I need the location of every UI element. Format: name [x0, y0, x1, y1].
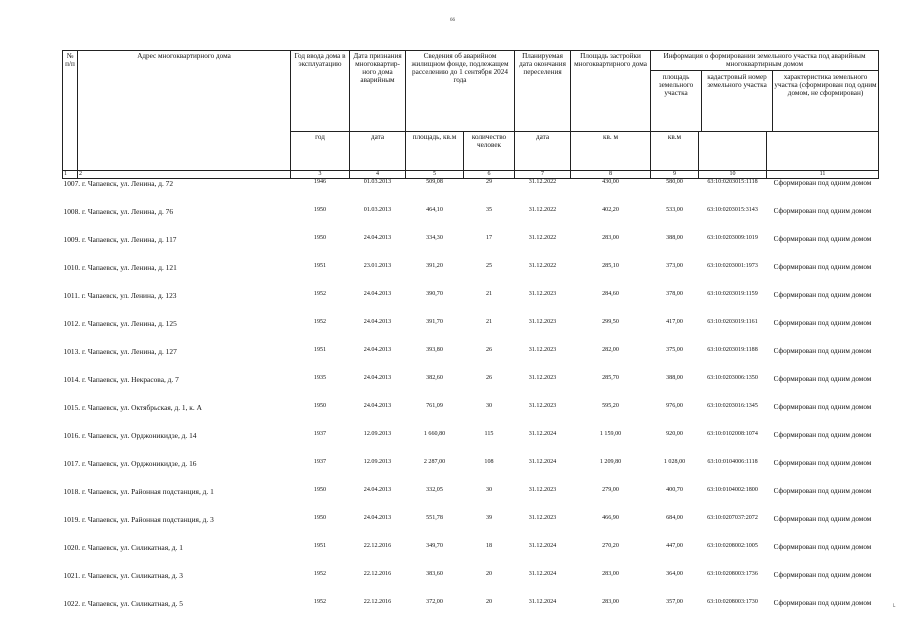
header-row	[63, 51, 879, 132]
row-fund-area: 372,00	[426, 599, 443, 606]
row-date-emergency: 24.04.2013	[363, 319, 392, 326]
row-date-emergency: 12.09.2013	[363, 459, 392, 466]
subheader-land-char	[767, 132, 879, 171]
row-building-area: 299,50	[602, 319, 619, 326]
row-cadastral-number: 63:10:0203001:1973	[707, 263, 758, 270]
row-fund-area: 332,05	[426, 487, 443, 494]
row-land-area: 920,00	[666, 431, 683, 438]
row-land-characteristic: Сформирован под одним домом	[773, 291, 872, 300]
row-date-emergency: 24.04.2013	[363, 347, 392, 354]
row-building-area: 279,00	[602, 487, 619, 494]
row-year: 1952	[313, 319, 327, 326]
row-planned-date: 31.12.2024	[528, 543, 557, 550]
row-land-area: 375,00	[666, 347, 683, 354]
row-cadastral-number: 63:10:0104006:1118	[707, 459, 758, 466]
row-fund-people: 35	[485, 207, 493, 214]
row-year: 1951	[313, 263, 327, 270]
row-fund-area: 383,60	[426, 571, 443, 578]
row-date-emergency: 24.04.2013	[363, 403, 392, 410]
row-cadastral-number: 63:10:0104002:1800	[707, 487, 758, 494]
table-row	[63, 487, 879, 515]
row-date-emergency: 23.01.2013	[363, 263, 392, 270]
row-fund-people: 115	[484, 431, 494, 438]
row-land-area: 417,00	[666, 319, 683, 326]
header-land-char: характеристика земельного участка (сформирован под одним домом, не сформирован)	[774, 73, 877, 98]
subheader-planned: дата	[515, 132, 571, 171]
row-year: 1950	[313, 207, 327, 214]
row-land-area: 357,00	[666, 599, 683, 606]
row-planned-date: 31.12.2022	[528, 179, 557, 186]
row-year: 1950	[313, 487, 327, 494]
row-land-area: 378,00	[666, 291, 683, 298]
row-fund-area: 761,09	[426, 403, 443, 410]
row-building-area: 284,60	[602, 291, 619, 298]
table-row	[63, 459, 879, 487]
row-land-area: 373,00	[666, 263, 683, 270]
row-land-area: 1 028,00	[663, 459, 686, 466]
row-fund-people: 29	[485, 179, 493, 186]
table-row	[63, 235, 879, 263]
colnum-2: 2	[78, 171, 291, 179]
row-year: 1935	[313, 375, 327, 382]
land-subcolumns	[651, 71, 878, 131]
row-cadastral-number: 63:10:0203015:3143	[707, 207, 758, 214]
row-building-area: 283,00	[602, 235, 619, 242]
row-address: 1009. г. Чапаевск, ул. Ленина, д. 117	[63, 235, 177, 245]
row-cadastral-number: 63:10:0203009:1019	[707, 235, 758, 242]
header-fund: Сведения об аварийном жилищном фонде, подлежащем расселению до 1 сентября 2024 года	[406, 51, 515, 132]
colnum-7: 7	[515, 171, 571, 179]
row-land-area: 364,00	[666, 571, 683, 578]
colnum-10: 10	[699, 171, 767, 179]
row-address: 1022. г. Чапаевск, ул. Силикатная, д. 5	[63, 599, 183, 609]
subheader-year: год	[291, 132, 350, 171]
row-building-area: 282,00	[602, 347, 619, 354]
row-date-emergency: 22.12.2016	[363, 571, 392, 578]
table-row	[63, 375, 879, 403]
row-date-emergency: 24.04.2013	[363, 515, 392, 522]
row-building-area: 595,20	[602, 403, 619, 410]
row-land-area: 400,70	[666, 487, 683, 494]
row-date-emergency: 24.04.2013	[363, 375, 392, 382]
row-date-emergency: 22.12.2016	[363, 543, 392, 550]
row-fund-people: 17	[485, 235, 493, 242]
row-fund-people: 21	[485, 291, 493, 298]
row-fund-area: 391,20	[426, 263, 443, 270]
row-address: 1010. г. Чапаевск, ул. Ленина, д. 121	[63, 263, 177, 273]
colnum-11: 11	[767, 171, 879, 179]
row-planned-date: 31.12.2024	[528, 571, 557, 578]
table-row	[63, 319, 879, 347]
table-row	[63, 431, 879, 459]
row-year: 1951	[313, 347, 327, 354]
table-row	[63, 263, 879, 291]
housing-register-table	[62, 50, 879, 627]
row-year: 1952	[313, 291, 327, 298]
row-land-characteristic: Сформирован под одним домом	[773, 235, 872, 244]
header-land-area: площадь земельного участка	[651, 71, 702, 131]
row-planned-date: 31.12.2023	[528, 515, 557, 522]
row-cadastral-number: 63:10:0203015:1118	[707, 179, 758, 186]
row-land-characteristic: Сформирован под одним домом	[773, 207, 872, 216]
row-planned-date: 31.12.2022	[528, 263, 557, 270]
row-land-area: 684,00	[666, 515, 683, 522]
table-row	[63, 291, 879, 319]
row-land-characteristic: Сформирован под одним домом	[773, 571, 872, 580]
column-number-row	[63, 171, 879, 179]
row-building-area: 285,70	[602, 375, 619, 382]
row-fund-people: 18	[485, 543, 493, 550]
header-land-info	[651, 51, 879, 132]
table-row	[63, 599, 879, 627]
row-land-area: 388,00	[666, 235, 683, 242]
row-building-area: 402,20	[602, 207, 619, 214]
row-building-area: 283,00	[602, 571, 619, 578]
row-building-area: 270,20	[602, 543, 619, 550]
row-address: 1015. г. Чапаевск, ул. Октябрьская, д. 1, к. А	[63, 403, 202, 413]
row-year: 1946	[313, 179, 327, 186]
row-year: 1950	[313, 403, 327, 410]
row-date-emergency: 22.12.2016	[363, 599, 392, 606]
colnum-4: 4	[350, 171, 406, 179]
row-building-area: 1 159,00	[599, 431, 622, 438]
row-planned-date: 31.12.2022	[528, 207, 557, 214]
row-building-area: 285,10	[602, 263, 619, 270]
row-land-area: 580,00	[666, 179, 683, 186]
row-fund-area: 382,60	[426, 375, 443, 382]
row-planned-date: 31.12.2023	[528, 375, 557, 382]
subheader-date-emergency: дата	[350, 132, 406, 171]
scan-mark: ˪	[893, 600, 896, 609]
subheader-cadastral	[699, 132, 767, 171]
header-land-info-title: Информация о формировании земельного участка под аварийным многоквартирным домом	[651, 51, 878, 71]
row-date-emergency: 24.04.2013	[363, 487, 392, 494]
row-land-characteristic: Сформирован под одним домом	[773, 431, 872, 440]
row-land-area: 447,00	[666, 543, 683, 550]
header-address: Адрес многоквартирного дома	[78, 51, 291, 171]
row-planned-date: 31.12.2023	[528, 487, 557, 494]
row-building-area: 283,00	[602, 599, 619, 606]
row-date-emergency: 24.04.2013	[363, 235, 392, 242]
row-planned-date: 31.12.2023	[528, 319, 557, 326]
row-address: 1008. г. Чапаевск, ул. Ленина, д. 76	[63, 207, 174, 217]
row-planned-date: 31.12.2024	[528, 431, 557, 438]
row-address: 1012. г. Чапаевск, ул. Ленина, д. 125	[63, 319, 177, 329]
row-planned-date: 31.12.2022	[528, 235, 557, 242]
row-fund-people: 30	[485, 487, 493, 494]
row-fund-area: 391,70	[426, 319, 443, 326]
subheader-building-area: кв. м	[571, 132, 651, 171]
row-address: 1021. г. Чапаевск, ул. Силикатная, д. 3	[63, 571, 183, 581]
row-fund-area: 464,10	[426, 207, 443, 214]
row-address: 1017. г. Чапаевск, ул. Орджоникидзе, д. 16	[63, 459, 197, 469]
row-year: 1937	[313, 431, 327, 438]
row-land-characteristic: Сформирован под одним домом	[773, 403, 872, 412]
row-fund-area: 551,78	[426, 515, 443, 522]
row-address: 1014. г. Чапаевск, ул. Некрасова, д. 7	[63, 375, 179, 385]
row-planned-date: 31.12.2024	[528, 599, 557, 606]
header-num: № п/п	[63, 51, 78, 171]
row-cadastral-number: 63:10:0203016:1345	[707, 403, 758, 410]
row-fund-area: 1 660,80	[423, 431, 446, 438]
header-planned: Планируемая дата окончания переселения	[515, 51, 571, 132]
row-address: 1020. г. Чапаевск, ул. Силикатная, д. 1	[63, 543, 183, 553]
row-fund-people: 26	[485, 375, 493, 382]
table-row	[63, 571, 879, 599]
row-building-area: 1 209,80	[599, 459, 622, 466]
row-year: 1950	[313, 515, 327, 522]
header-year: Год ввода дома в эксплуатацию	[291, 51, 350, 132]
row-cadastral-number: 63:10:0208003:1730	[707, 599, 758, 606]
colnum-1: 1	[63, 171, 78, 179]
row-year: 1952	[313, 571, 327, 578]
row-address: 1016. г. Чапаевск, ул. Орджоникидзе, д. 14	[63, 431, 197, 441]
row-address: 1019. г. Чапаевск, ул. Районная подстанция, д. 3	[63, 515, 214, 525]
row-land-characteristic: Сформирован под одним домом	[773, 543, 872, 552]
row-cadastral-number: 63:10:0208003:1736	[707, 571, 758, 578]
row-land-characteristic: Сформирован под одним домом	[773, 515, 872, 524]
table-row	[63, 515, 879, 543]
header-cadastral: кадастровый номер земельного участка	[702, 71, 773, 131]
row-cadastral-number: 63:10:0207037:2072	[707, 515, 758, 522]
row-land-characteristic: Сформирован под одним домом	[773, 487, 872, 496]
row-planned-date: 31.12.2023	[528, 291, 557, 298]
colnum-5: 5	[406, 171, 464, 179]
table-row	[63, 543, 879, 571]
row-year: 1950	[313, 235, 327, 242]
colnum-9: 9	[651, 171, 699, 179]
subheader-fund-area: площадь, кв.м	[406, 132, 464, 171]
row-fund-people: 20	[485, 599, 493, 606]
colnum-3: 3	[291, 171, 350, 179]
row-cadastral-number: 63:10:0102008:1074	[707, 431, 758, 438]
colnum-6: 6	[464, 171, 515, 179]
colnum-8: 8	[571, 171, 651, 179]
row-address: 1011. г. Чапаевск, ул. Ленина, д. 123	[63, 291, 177, 301]
table-row	[63, 403, 879, 431]
row-fund-area: 390,70	[426, 291, 443, 298]
row-land-area: 533,00	[666, 207, 683, 214]
row-land-characteristic: Сформирован под одним домом	[773, 599, 872, 608]
row-date-emergency: 01.03.2013	[363, 179, 392, 186]
row-land-characteristic: Сформирован под одним домом	[773, 459, 872, 468]
subheader-land-area: кв.м	[651, 132, 699, 171]
table-row	[63, 347, 879, 375]
row-cadastral-number: 63:10:0208002:1005	[707, 543, 758, 550]
row-fund-people: 30	[485, 403, 493, 410]
row-year: 1937	[313, 459, 327, 466]
row-cadastral-number: 63:10:0203019:1161	[707, 319, 758, 326]
row-date-emergency: 12.09.2013	[363, 431, 392, 438]
row-year: 1952	[313, 599, 327, 606]
row-fund-area: 334,30	[426, 235, 443, 242]
row-fund-people: 25	[485, 263, 493, 270]
row-land-characteristic: Сформирован под одним домом	[773, 263, 872, 272]
row-planned-date: 31.12.2023	[528, 403, 557, 410]
row-fund-area: 349,70	[426, 543, 443, 550]
row-building-area: 466,90	[602, 515, 619, 522]
row-address: 1007. г. Чапаевск, ул. Ленина, д. 72	[63, 179, 174, 189]
header-date-emergency: Дата признания многоквартир-ного дома аварийным	[350, 51, 406, 132]
row-cadastral-number: 63:10:0203019:1159	[707, 291, 758, 298]
row-land-characteristic: Сформирован под одним домом	[773, 179, 872, 188]
row-land-area: 976,00	[666, 403, 683, 410]
row-address: 1018. г. Чапаевск, ул. Районная подстанция, д. 1	[63, 487, 214, 497]
row-address: 1013. г. Чапаевск, ул. Ленина, д. 127	[63, 347, 177, 357]
row-fund-area: 509,08	[426, 179, 443, 186]
row-planned-date: 31.12.2024	[528, 459, 557, 466]
row-year: 1951	[313, 543, 327, 550]
row-land-characteristic: Сформирован под одним домом	[773, 375, 872, 384]
row-fund-people: 20	[485, 571, 493, 578]
row-land-area: 388,00	[666, 375, 683, 382]
row-fund-people: 39	[485, 515, 493, 522]
row-date-emergency: 01.03.2013	[363, 207, 392, 214]
table-body	[63, 179, 879, 628]
row-land-characteristic: Сформирован под одним домом	[773, 319, 872, 328]
page-number: 66	[450, 18, 455, 23]
row-planned-date: 31.12.2023	[528, 347, 557, 354]
row-fund-people: 21	[485, 319, 493, 326]
header-building-area: Площадь застройки многоквартирного дома	[571, 51, 651, 132]
row-cadastral-number: 63:10:0203006:1350	[707, 375, 758, 382]
subheader-fund-people: количество человек	[464, 132, 515, 171]
row-fund-people: 108	[484, 459, 494, 466]
row-fund-people: 26	[485, 347, 493, 354]
row-fund-area: 2 287,00	[423, 459, 446, 466]
row-date-emergency: 24.04.2013	[363, 291, 392, 298]
row-cadastral-number: 63:10:0203019:1188	[707, 347, 758, 354]
row-fund-area: 393,80	[426, 347, 443, 354]
table-row	[63, 179, 879, 208]
row-land-characteristic: Сформирован под одним домом	[773, 347, 872, 356]
table-row	[63, 207, 879, 235]
row-building-area: 430,00	[602, 179, 619, 186]
